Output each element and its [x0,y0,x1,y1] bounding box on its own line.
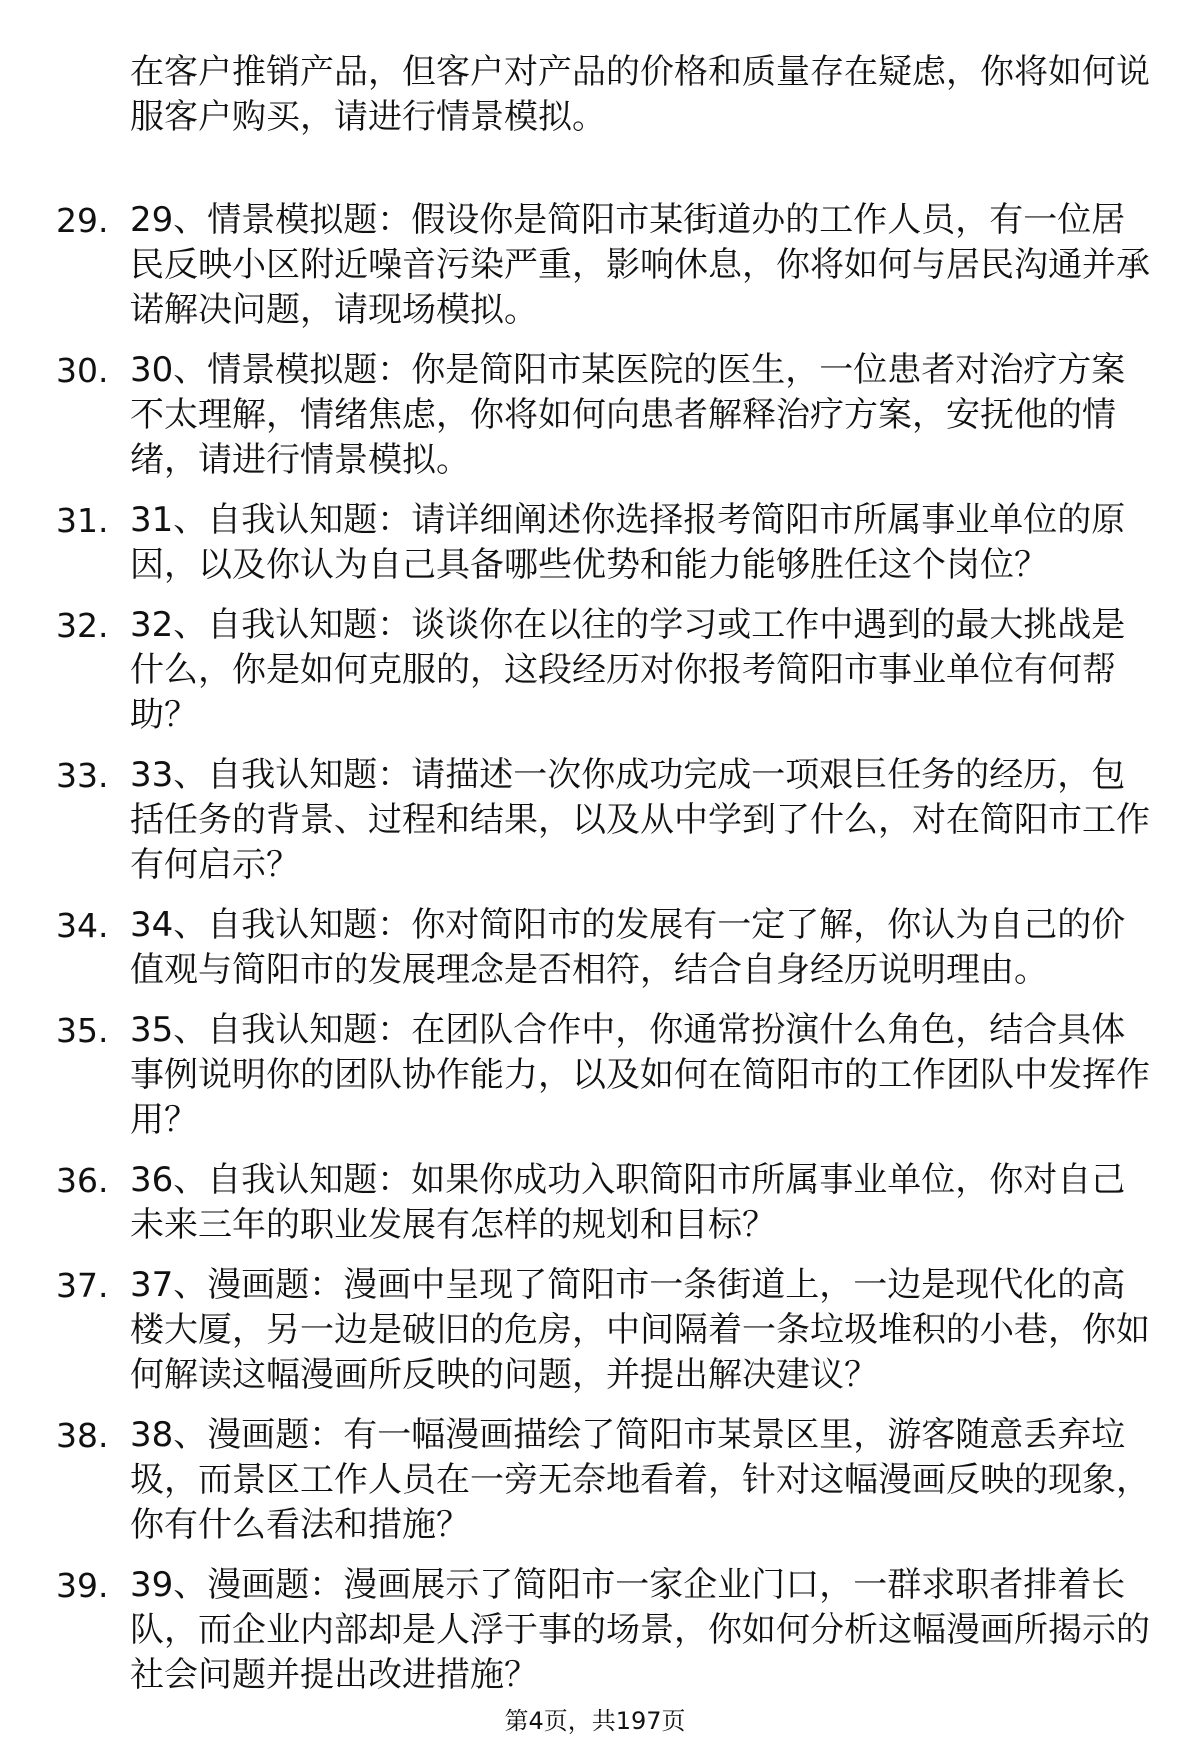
question-item [0,498,1155,588]
question-number: 32. [56,606,109,645]
question-item [0,348,1155,483]
question-text: 35、自我认知题：在团队合作中，你通常扮演什么角色，结合具体事例说明你的团队协作能力，以及如何在简阳市的工作团队中发挥作用？ [130,1010,1150,1140]
question-item [0,1158,1155,1248]
question-text: 31、自我认知题：请详细阐述你选择报考简阳市所属事业单位的原因，以及你认为自己具备哪些优势和能力能够胜任这个岗位？ [130,500,1126,585]
question-number: 29. [56,201,109,240]
page-footer: 第4页，共197页 [504,1707,686,1735]
question-number: 37. [56,1266,109,1305]
intro-paragraph: 在客户推销产品，但客户对产品的价格和质量存在疑虑，你将如何说服客户购买，请进行情景模拟。 [130,52,1150,137]
question-item [0,603,1155,738]
question-number: 36. [56,1161,109,1200]
question-number: 38. [56,1416,109,1455]
question-text: 36、自我认知题：如果你成功入职简阳市所属事业单位，你对自己未来三年的职业发展有怎样的规划和目标？ [130,1160,1126,1245]
question-number: 33. [56,756,109,795]
question-number: 30. [56,351,109,390]
question-item [0,1263,1155,1398]
question-list [0,198,1190,1713]
question-text: 32、自我认知题：谈谈你在以往的学习或工作中遇到的最大挑战是什么，你是如何克服的，这段经历对你报考简阳市事业单位有何帮助？ [130,605,1126,735]
question-text: 33、自我认知题：请描述一次你成功完成一项艰巨任务的经历，包括任务的背景、过程和结果，以及从中学到了什么，对在简阳市工作有何启示？ [130,755,1150,885]
question-item [0,198,1155,333]
question-item [0,753,1155,888]
question-number: 35. [56,1011,109,1050]
question-text: 34、自我认知题：你对简阳市的发展有一定了解，你认为自己的价值观与简阳市的发展理念是否相符，结合自身经历说明理由。 [130,905,1126,990]
question-item [0,1413,1155,1548]
question-text: 29、情景模拟题：假设你是简阳市某街道办的工作人员，有一位居民反映小区附近噪音污染严重，影响休息，你将如何与居民沟通并承诺解决问题，请现场模拟。 [130,200,1150,330]
question-item [0,1563,1155,1698]
question-number: 31. [56,501,109,540]
question-number: 39. [56,1566,109,1605]
question-text: 30、情景模拟题：你是简阳市某医院的医生，一位患者对治疗方案不太理解，情绪焦虑，你将如何向患者解释治疗方案，安抚他的情绪，请进行情景模拟。 [130,350,1126,480]
question-item [0,903,1155,993]
question-text: 37、漫画题：漫画中呈现了简阳市一条街道上，一边是现代化的高楼大厦，另一边是破旧的危房，中间隔着一条垃圾堆积的小巷，你如何解读这幅漫画所反映的问题，并提出解决建议？ [130,1265,1150,1395]
question-number: 34. [56,906,109,945]
question-text: 38、漫画题：有一幅漫画描绘了简阳市某景区里，游客随意丢弃垃圾，而景区工作人员在一旁无奈地看着，针对这幅漫画反映的现象，你有什么看法和措施？ [130,1415,1150,1545]
question-item [0,1008,1155,1143]
question-text: 39、漫画题：漫画展示了简阳市一家企业门口，一群求职者排着长队，而企业内部却是人浮于事的场景，你如何分析这幅漫画所揭示的社会问题并提出改进措施？ [130,1565,1150,1695]
